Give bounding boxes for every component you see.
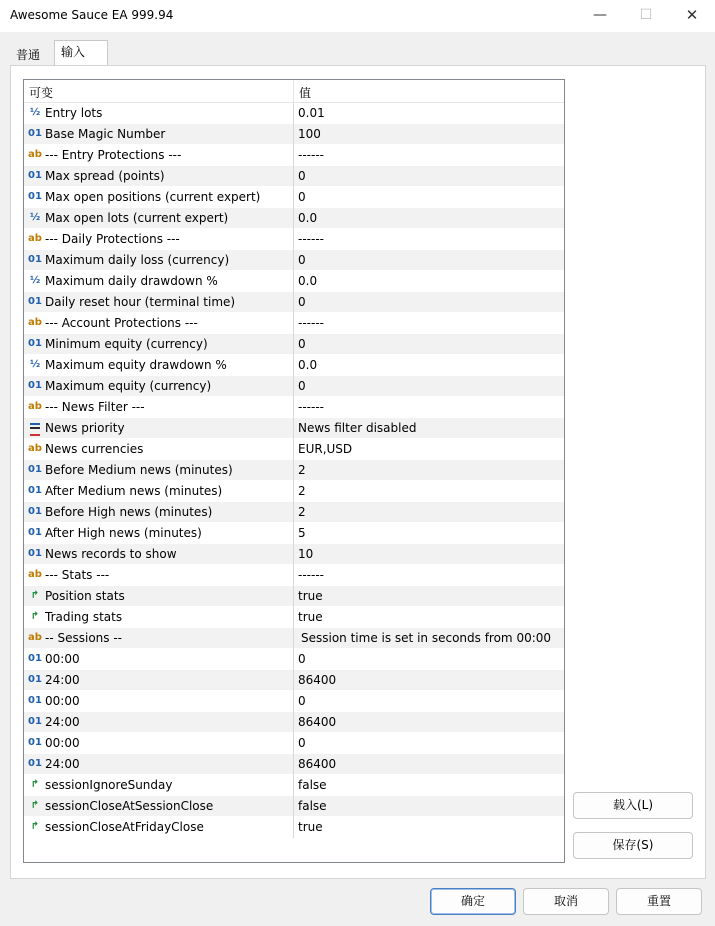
table-row[interactable] — [24, 334, 564, 355]
ok-button[interactable]: 确定 — [430, 888, 516, 915]
cell-divider — [293, 166, 294, 187]
window-title: Awesome Sauce EA 999.94 — [10, 8, 174, 22]
cell-divider — [293, 229, 294, 250]
cell-divider — [293, 397, 294, 418]
variable-value[interactable]: ------ — [298, 232, 324, 246]
tab-general[interactable]: 普通 — [16, 48, 41, 62]
table-row[interactable] — [24, 355, 564, 376]
cell-divider — [293, 250, 294, 271]
table-row[interactable] — [24, 523, 564, 544]
close-icon[interactable]: ✕ — [685, 6, 699, 24]
table-row[interactable] — [24, 775, 564, 796]
table-row[interactable] — [24, 691, 564, 712]
cell-divider — [293, 523, 294, 544]
integer-type-icon: 01 — [28, 380, 42, 391]
integer-type-icon: 01 — [28, 527, 42, 538]
integer-type-icon: 01 — [28, 338, 42, 349]
column-divider[interactable] — [293, 80, 294, 102]
variable-name: Max spread (points) — [45, 169, 165, 183]
inputs-table — [23, 79, 565, 863]
variable-value[interactable]: 86400 — [298, 715, 337, 729]
cell-divider — [293, 712, 294, 733]
variable-value[interactable]: 0 — [298, 337, 306, 351]
table-row[interactable] — [24, 208, 564, 229]
load-button[interactable]: 载入(L) — [573, 792, 693, 819]
variable-value[interactable]: 0.0 — [298, 358, 318, 372]
bool-type-icon: ↱ — [30, 821, 40, 832]
variable-name: Before High news (minutes) — [45, 505, 213, 519]
integer-type-icon: 01 — [28, 758, 42, 769]
integer-type-icon: 01 — [28, 296, 42, 307]
variable-value[interactable]: 0 — [298, 652, 306, 666]
table-row[interactable] — [24, 733, 564, 754]
cell-divider — [293, 103, 294, 124]
bool-type-icon: ↱ — [30, 611, 40, 622]
variable-name: 00:00 — [45, 694, 80, 708]
inputs-panel — [10, 65, 706, 879]
table-row[interactable] — [24, 439, 564, 460]
table-row[interactable] — [24, 796, 564, 817]
variable-value[interactable]: ------ — [298, 316, 324, 330]
variable-name: sessionIgnoreSunday — [45, 778, 173, 792]
integer-type-icon: 01 — [28, 170, 42, 181]
cell-divider — [293, 418, 294, 439]
cell-divider — [293, 754, 294, 775]
variable-value[interactable]: 86400 — [298, 757, 337, 771]
cell-divider — [293, 334, 294, 355]
variable-name: Max open lots (current expert) — [45, 211, 229, 225]
table-row[interactable] — [24, 460, 564, 481]
integer-type-icon: 01 — [28, 548, 42, 559]
variable-name: --- News Filter --- — [45, 400, 145, 414]
variable-name: Daily reset hour (terminal time) — [45, 295, 236, 309]
integer-type-icon: 01 — [28, 128, 42, 139]
cell-divider — [293, 502, 294, 523]
variable-name: -- Sessions -- — [45, 631, 122, 645]
variable-value[interactable]: 100 — [298, 127, 321, 141]
variable-name: News records to show — [45, 547, 177, 561]
variable-value[interactable]: true — [298, 820, 323, 834]
double-type-icon: ½ — [29, 212, 41, 223]
variable-name: --- Entry Protections --- — [45, 148, 182, 162]
table-row[interactable] — [24, 817, 564, 838]
string-type-icon: ab — [28, 569, 42, 580]
variable-name: News priority — [45, 421, 125, 435]
table-row[interactable] — [24, 649, 564, 670]
variable-value[interactable]: Session time is set in seconds from 00:00 — [301, 631, 552, 645]
table-row[interactable] — [24, 607, 564, 628]
table-row[interactable] — [24, 397, 564, 418]
table-row[interactable] — [24, 670, 564, 691]
cell-divider — [293, 649, 294, 670]
cell-divider — [293, 565, 294, 586]
variable-value[interactable]: true — [298, 610, 323, 624]
integer-type-icon: 01 — [28, 191, 42, 202]
column-header-variable[interactable]: 可变 — [29, 86, 54, 100]
integer-type-icon: 01 — [28, 506, 42, 517]
integer-type-icon: 01 — [28, 254, 42, 265]
table-row[interactable] — [24, 586, 564, 607]
table-row[interactable] — [24, 166, 564, 187]
bool-type-icon: ↱ — [30, 800, 40, 811]
table-row[interactable] — [24, 376, 564, 397]
table-row[interactable] — [24, 229, 564, 250]
variable-name: News currencies — [45, 442, 144, 456]
integer-type-icon: 01 — [28, 485, 42, 496]
cell-divider — [293, 481, 294, 502]
variable-name: 00:00 — [45, 736, 80, 750]
variable-value[interactable]: 0 — [298, 379, 306, 393]
variable-name: Entry lots — [45, 106, 103, 120]
table-row[interactable] — [24, 187, 564, 208]
maximize-icon: ☐ — [639, 7, 653, 23]
variable-value[interactable]: 0 — [298, 736, 306, 750]
string-type-icon: ab — [28, 401, 42, 412]
table-row[interactable] — [24, 145, 564, 166]
variable-value[interactable]: 0 — [298, 169, 306, 183]
variable-value[interactable]: 2 — [298, 463, 306, 477]
column-header-value[interactable]: 值 — [299, 86, 312, 100]
variable-name: 00:00 — [45, 652, 80, 666]
variable-value[interactable]: 0 — [298, 694, 306, 708]
table-row[interactable] — [24, 544, 564, 565]
variable-value[interactable]: EUR,USD — [298, 442, 353, 456]
integer-type-icon: 01 — [28, 737, 42, 748]
table-row[interactable] — [24, 418, 564, 439]
variable-value[interactable]: 0 — [298, 190, 306, 204]
double-type-icon: ½ — [29, 107, 41, 118]
cell-divider — [293, 460, 294, 481]
cancel-button[interactable]: 取消 — [523, 888, 609, 915]
string-type-icon: ab — [28, 317, 42, 328]
variable-name: Maximum equity (currency) — [45, 379, 212, 393]
cell-divider — [293, 733, 294, 754]
table-row[interactable] — [24, 271, 564, 292]
cell-divider — [293, 544, 294, 565]
cell-divider — [293, 775, 294, 796]
title-bar — [0, 0, 715, 32]
variable-name: After Medium news (minutes) — [45, 484, 223, 498]
variable-name: Minimum equity (currency) — [45, 337, 208, 351]
variable-value[interactable]: false — [298, 799, 327, 813]
cell-divider — [293, 376, 294, 397]
integer-type-icon: 01 — [28, 716, 42, 727]
integer-type-icon: 01 — [28, 674, 42, 685]
variable-value[interactable]: ------ — [298, 148, 324, 162]
table-header — [24, 80, 564, 103]
table-row[interactable] — [24, 481, 564, 502]
variable-value[interactable]: News filter disabled — [298, 421, 417, 435]
integer-type-icon: 01 — [28, 695, 42, 706]
table-row[interactable] — [24, 502, 564, 523]
tab-inputs[interactable]: 输入 — [54, 40, 108, 67]
table-row[interactable] — [24, 628, 564, 649]
variable-name: 24:00 — [45, 715, 80, 729]
table-rows — [24, 103, 564, 838]
variable-name: Maximum daily loss (currency) — [45, 253, 230, 267]
cell-divider — [293, 292, 294, 313]
variable-name: 24:00 — [45, 757, 80, 771]
variable-value[interactable]: false — [298, 778, 327, 792]
cell-divider — [293, 628, 294, 649]
variable-value[interactable]: 0.01 — [298, 106, 325, 120]
cell-divider — [293, 586, 294, 607]
variable-name: Trading stats — [45, 610, 123, 624]
double-type-icon: ½ — [29, 359, 41, 370]
cell-divider — [293, 208, 294, 229]
table-row[interactable] — [24, 754, 564, 775]
variable-value[interactable]: 0 — [298, 295, 306, 309]
variable-name: --- Account Protections --- — [45, 316, 198, 330]
variable-name: --- Stats --- — [45, 568, 110, 582]
minimize-icon[interactable]: — — [593, 7, 607, 23]
variable-name: sessionCloseAtSessionClose — [45, 799, 214, 813]
cell-divider — [293, 124, 294, 145]
reset-button[interactable]: 重置 — [616, 888, 702, 915]
variable-value[interactable]: 0.0 — [298, 274, 318, 288]
variable-name: Maximum daily drawdown % — [45, 274, 218, 288]
variable-name: After High news (minutes) — [45, 526, 202, 540]
cell-divider — [293, 145, 294, 166]
variable-value[interactable]: 2 — [298, 505, 306, 519]
table-row[interactable] — [24, 712, 564, 733]
variable-name: sessionCloseAtFridayClose — [45, 820, 204, 834]
cell-divider — [293, 691, 294, 712]
cell-divider — [293, 355, 294, 376]
table-row[interactable] — [24, 103, 564, 124]
bool-type-icon: ↱ — [30, 779, 40, 790]
table-row[interactable] — [24, 565, 564, 586]
variable-name: Before Medium news (minutes) — [45, 463, 233, 477]
variable-name: --- Daily Protections --- — [45, 232, 180, 246]
cell-divider — [293, 607, 294, 628]
cell-divider — [293, 313, 294, 334]
variable-value[interactable]: 5 — [298, 526, 306, 540]
save-button[interactable]: 保存(S) — [573, 832, 693, 859]
string-type-icon: ab — [28, 233, 42, 244]
bool-type-icon: ↱ — [30, 590, 40, 601]
variable-value[interactable]: 2 — [298, 484, 306, 498]
string-type-icon: ab — [28, 443, 42, 454]
variable-value[interactable]: ------ — [298, 568, 324, 582]
variable-name: Position stats — [45, 589, 125, 603]
string-type-icon: ab — [28, 632, 42, 643]
enum-type-icon — [28, 421, 42, 435]
table-row[interactable] — [24, 250, 564, 271]
variable-name: Base Magic Number — [45, 127, 166, 141]
table-row[interactable] — [24, 124, 564, 145]
variable-value[interactable]: 0 — [298, 253, 306, 267]
variable-value[interactable]: 0.0 — [298, 211, 318, 225]
variable-value[interactable]: ------ — [298, 400, 324, 414]
cell-divider — [293, 796, 294, 817]
variable-name: Maximum equity drawdown % — [45, 358, 227, 372]
table-row[interactable] — [24, 313, 564, 334]
cell-divider — [293, 670, 294, 691]
integer-type-icon: 01 — [28, 464, 42, 475]
variable-value[interactable]: 10 — [298, 547, 314, 561]
variable-value[interactable]: 86400 — [298, 673, 337, 687]
cell-divider — [293, 187, 294, 208]
cell-divider — [293, 439, 294, 460]
double-type-icon: ½ — [29, 275, 41, 286]
variable-value[interactable]: true — [298, 589, 323, 603]
integer-type-icon: 01 — [28, 653, 42, 664]
table-row[interactable] — [24, 292, 564, 313]
cell-divider — [293, 817, 294, 838]
variable-name: Max open positions (current expert) — [45, 190, 261, 204]
string-type-icon: ab — [28, 149, 42, 160]
cell-divider — [293, 271, 294, 292]
variable-name: 24:00 — [45, 673, 80, 687]
